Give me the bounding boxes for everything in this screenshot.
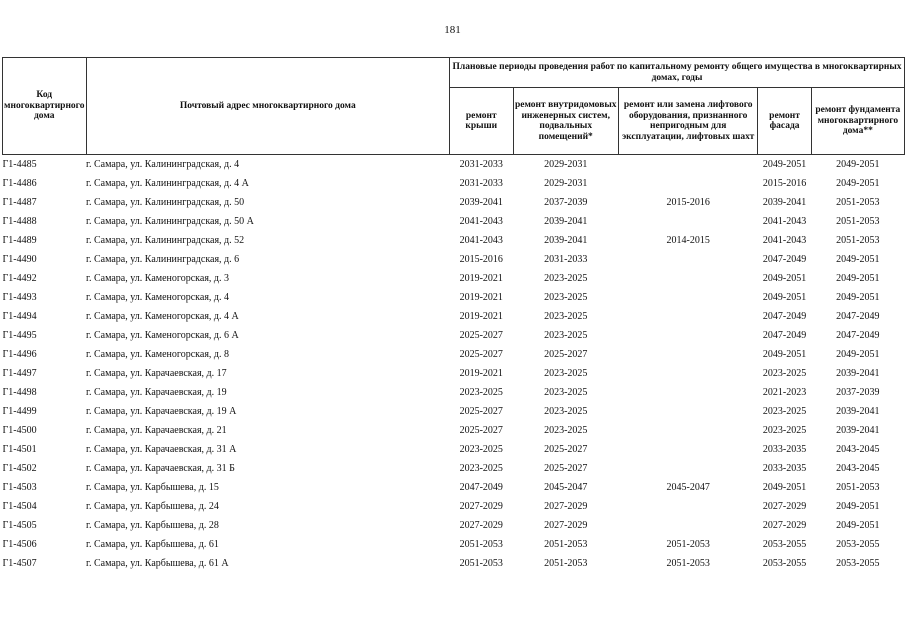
cell-roof: 2023-2025	[459, 463, 503, 474]
cell-lift	[618, 155, 757, 175]
cell-roof: 2031-2033	[459, 178, 503, 189]
cell-facade: 2047-2049	[762, 330, 807, 341]
cell-roof: 2051-2053	[459, 558, 503, 569]
cell-lift: 2015-2016	[666, 197, 710, 208]
cell-lift	[618, 345, 757, 364]
cell-facade: 2023-2025	[762, 406, 807, 417]
cell-code: Г1-4489	[2, 235, 37, 246]
cell-foundation: 2049-2051	[836, 292, 880, 303]
cell-facade: 2041-2043	[762, 216, 807, 227]
cell-facade: 2049-2051	[762, 482, 807, 493]
cell-lift	[618, 174, 757, 193]
cell-code: Г1-4507	[2, 558, 37, 569]
cell-lift	[618, 516, 757, 535]
cell-code: Г1-4501	[2, 444, 37, 455]
cell-roof: 2027-2029	[459, 501, 503, 512]
cell-code: Г1-4494	[2, 311, 37, 322]
cell-code: Г1-4502	[2, 463, 37, 474]
cell-lift	[618, 364, 757, 383]
cell-address: г. Самара, ул. Карбышева, д. 61 А	[86, 558, 229, 569]
cell-roof: 2025-2027	[459, 425, 503, 436]
cell-address: г. Самара, ул. Калининградская, д. 50	[86, 197, 245, 208]
cell-address: г. Самара, ул. Калининградская, д. 52	[86, 235, 245, 246]
cell-address: г. Самара, ул. Карбышева, д. 28	[86, 520, 219, 531]
cell-facade: 2033-2035	[762, 444, 807, 455]
cell-lift	[618, 307, 757, 326]
cell-code: Г1-4499	[2, 406, 37, 417]
table-row	[3, 155, 905, 175]
cell-roof: 2041-2043	[459, 235, 503, 246]
header-lift: ремонт или замена лифтового оборудования, признанного непригодным для эксплуатации, лифтовых шахт	[618, 88, 757, 155]
cell-foundation: 2043-2045	[836, 463, 880, 474]
cell-roof: 2019-2021	[459, 311, 503, 322]
cell-foundation: 2039-2041	[836, 368, 880, 379]
header-foundation: ремонт фундамента многоквартирного дома**	[811, 88, 904, 155]
cell-systems: 2031-2033	[544, 254, 588, 265]
table-row	[3, 459, 905, 478]
cell-code: Г1-4487	[2, 197, 37, 208]
cell-code: Г1-4497	[2, 368, 37, 379]
table-row	[3, 193, 905, 212]
cell-roof: 2015-2016	[459, 254, 503, 265]
cell-address: г. Самара, ул. Карачаевская, д. 31 Б	[86, 463, 235, 474]
table-row	[3, 478, 905, 497]
cell-facade: 2027-2029	[762, 520, 807, 531]
cell-code: Г1-4485	[2, 159, 37, 170]
cell-roof: 2025-2027	[459, 330, 503, 341]
cell-facade: 2049-2051	[762, 349, 807, 360]
cell-address: г. Самара, ул. Карачаевская, д. 31 А	[86, 444, 237, 455]
header-facade: ремонт фасада	[758, 88, 811, 155]
table-row	[3, 364, 905, 383]
capital-repair-table	[2, 57, 905, 573]
cell-foundation: 2051-2053	[836, 235, 880, 246]
cell-address: г. Самара, ул. Калининградская, д. 6	[86, 254, 240, 265]
cell-systems: 2023-2025	[544, 330, 588, 341]
cell-facade: 2027-2029	[762, 501, 807, 512]
cell-code: Г1-4488	[2, 216, 37, 227]
cell-facade: 2021-2023	[762, 387, 807, 398]
table-row	[3, 516, 905, 535]
cell-foundation: 2051-2053	[836, 482, 880, 493]
cell-code: Г1-4495	[2, 330, 37, 341]
table-row	[3, 383, 905, 402]
cell-systems: 2029-2031	[544, 159, 588, 170]
cell-roof: 2031-2033	[459, 159, 503, 170]
cell-lift	[618, 288, 757, 307]
header-roof: ремонт крыши	[450, 88, 514, 155]
cell-systems: 2023-2025	[544, 387, 588, 398]
cell-roof: 2047-2049	[459, 482, 503, 493]
cell-roof: 2019-2021	[459, 292, 503, 303]
cell-lift	[618, 383, 757, 402]
cell-systems: 2023-2025	[544, 425, 588, 436]
cell-code: Г1-4504	[2, 501, 37, 512]
table-row	[3, 497, 905, 516]
cell-lift	[618, 440, 757, 459]
cell-systems: 2051-2053	[544, 558, 588, 569]
cell-address: г. Самара, ул. Калининградская, д. 50 А	[86, 216, 254, 227]
cell-roof: 2019-2021	[459, 273, 503, 284]
cell-foundation: 2049-2051	[836, 273, 880, 284]
table-row	[3, 307, 905, 326]
cell-facade: 2033-2035	[762, 463, 807, 474]
cell-foundation: 2049-2051	[836, 349, 880, 360]
cell-address: г. Самара, ул. Калининградская, д. 4	[86, 159, 240, 170]
cell-lift	[618, 459, 757, 478]
cell-systems: 2023-2025	[544, 368, 588, 379]
cell-address: г. Самара, ул. Каменогорская, д. 4	[86, 292, 230, 303]
cell-facade: 2039-2041	[762, 197, 807, 208]
cell-facade: 2049-2051	[762, 292, 807, 303]
header-address: Почтовый адрес многоквартирного дома	[86, 58, 449, 155]
table-row	[3, 326, 905, 345]
table-row	[3, 250, 905, 269]
cell-facade: 2047-2049	[762, 254, 807, 265]
cell-code: Г1-4505	[2, 520, 37, 531]
cell-facade: 2053-2055	[762, 558, 807, 569]
cell-facade: 2053-2055	[762, 539, 807, 550]
cell-foundation: 2047-2049	[836, 311, 880, 322]
cell-foundation: 2043-2045	[836, 444, 880, 455]
cell-roof: 2019-2021	[459, 368, 503, 379]
cell-roof: 2039-2041	[459, 197, 503, 208]
cell-foundation: 2049-2051	[836, 501, 880, 512]
cell-address: г. Самара, ул. Карачаевская, д. 21	[86, 425, 227, 436]
cell-lift	[618, 326, 757, 345]
cell-systems: 2023-2025	[544, 292, 588, 303]
cell-foundation: 2053-2055	[836, 539, 880, 550]
cell-foundation: 2053-2055	[836, 558, 880, 569]
table-row	[3, 212, 905, 231]
cell-foundation: 2039-2041	[836, 425, 880, 436]
cell-foundation: 2039-2041	[836, 406, 880, 417]
cell-foundation: 2049-2051	[836, 159, 880, 170]
table-row	[3, 535, 905, 554]
cell-address: г. Самара, ул. Карбышева, д. 61	[86, 539, 219, 550]
cell-lift	[618, 421, 757, 440]
cell-systems: 2023-2025	[544, 406, 588, 417]
cell-lift	[618, 250, 757, 269]
cell-systems: 2027-2029	[544, 501, 588, 512]
page-number: 181	[444, 24, 461, 36]
cell-code: Г1-4500	[2, 425, 37, 436]
cell-systems: 2023-2025	[544, 311, 588, 322]
cell-systems: 2023-2025	[544, 273, 588, 284]
cell-roof: 2023-2025	[459, 387, 503, 398]
header-systems: ремонт внутридомовых инженерных систем, подвальных помещений*	[513, 88, 618, 155]
cell-facade: 2015-2016	[762, 178, 807, 189]
cell-address: г. Самара, ул. Каменогорская, д. 3	[86, 273, 230, 284]
cell-address: г. Самара, ул. Карачаевская, д. 19	[86, 387, 227, 398]
cell-systems: 2025-2027	[544, 463, 588, 474]
cell-code: Г1-4503	[2, 482, 37, 493]
cell-roof: 2023-2025	[459, 444, 503, 455]
cell-facade: 2047-2049	[762, 311, 807, 322]
table-row	[3, 345, 905, 364]
cell-address: г. Самара, ул. Карачаевская, д. 17	[86, 368, 227, 379]
cell-lift	[618, 402, 757, 421]
cell-systems: 2039-2041	[544, 216, 588, 227]
cell-roof: 2025-2027	[459, 406, 503, 417]
table-row	[3, 421, 905, 440]
cell-lift: 2051-2053	[666, 539, 710, 550]
cell-systems: 2027-2029	[544, 520, 588, 531]
cell-code: Г1-4490	[2, 254, 37, 265]
cell-facade: 2023-2025	[762, 368, 807, 379]
cell-roof: 2025-2027	[459, 349, 503, 360]
cell-lift	[618, 212, 757, 231]
cell-foundation: 2037-2039	[836, 387, 880, 398]
table-row	[3, 231, 905, 250]
cell-systems: 2025-2027	[544, 444, 588, 455]
cell-facade: 2049-2051	[762, 273, 807, 284]
cell-roof: 2051-2053	[459, 539, 503, 550]
cell-systems: 2051-2053	[544, 539, 588, 550]
cell-foundation: 2049-2051	[836, 520, 880, 531]
cell-systems: 2045-2047	[544, 482, 588, 493]
cell-systems: 2039-2041	[544, 235, 588, 246]
cell-foundation: 2047-2049	[836, 330, 880, 341]
cell-lift: 2014-2015	[666, 235, 710, 246]
cell-lift: 2045-2047	[666, 482, 710, 493]
cell-address: г. Самара, ул. Карбышева, д. 24	[86, 501, 219, 512]
cell-foundation: 2051-2053	[836, 197, 880, 208]
cell-roof: 2027-2029	[459, 520, 503, 531]
cell-systems: 2037-2039	[544, 197, 588, 208]
cell-lift	[618, 269, 757, 288]
cell-code: Г1-4506	[2, 539, 37, 550]
cell-systems: 2029-2031	[544, 178, 588, 189]
cell-code: Г1-4498	[2, 387, 37, 398]
cell-address: г. Самара, ул. Карбышева, д. 15	[86, 482, 219, 493]
cell-foundation: 2049-2051	[836, 254, 880, 265]
cell-address: г. Самара, ул. Каменогорская, д. 8	[86, 349, 230, 360]
cell-foundation: 2051-2053	[836, 216, 880, 227]
cell-lift	[618, 497, 757, 516]
cell-address: г. Самара, ул. Каменогорская, д. 6 А	[86, 330, 239, 341]
cell-code: Г1-4493	[2, 292, 37, 303]
cell-code: Г1-4492	[2, 273, 37, 284]
table-row	[3, 174, 905, 193]
table-row	[3, 402, 905, 421]
cell-facade: 2049-2051	[762, 159, 807, 170]
cell-foundation: 2049-2051	[836, 178, 880, 189]
header-periods-group: Плановые периоды проведения работ по капитальному ремонту общего имущества в многоквартирных домах, годы	[450, 58, 905, 88]
table-row	[3, 288, 905, 307]
cell-systems: 2025-2027	[544, 349, 588, 360]
table-row	[3, 554, 905, 573]
cell-address: г. Самара, ул. Каменогорская, д. 4 А	[86, 311, 239, 322]
cell-roof: 2041-2043	[459, 216, 503, 227]
table-row	[3, 269, 905, 288]
cell-facade: 2023-2025	[762, 425, 807, 436]
cell-facade: 2041-2043	[762, 235, 807, 246]
cell-lift: 2051-2053	[666, 558, 710, 569]
cell-address: г. Самара, ул. Калининградская, д. 4 А	[86, 178, 249, 189]
header-code: Код многоквартирного дома	[3, 58, 87, 155]
cell-address: г. Самара, ул. Карачаевская, д. 19 А	[86, 406, 237, 417]
cell-code: Г1-4496	[2, 349, 37, 360]
cell-code: Г1-4486	[2, 178, 37, 189]
table-row	[3, 440, 905, 459]
